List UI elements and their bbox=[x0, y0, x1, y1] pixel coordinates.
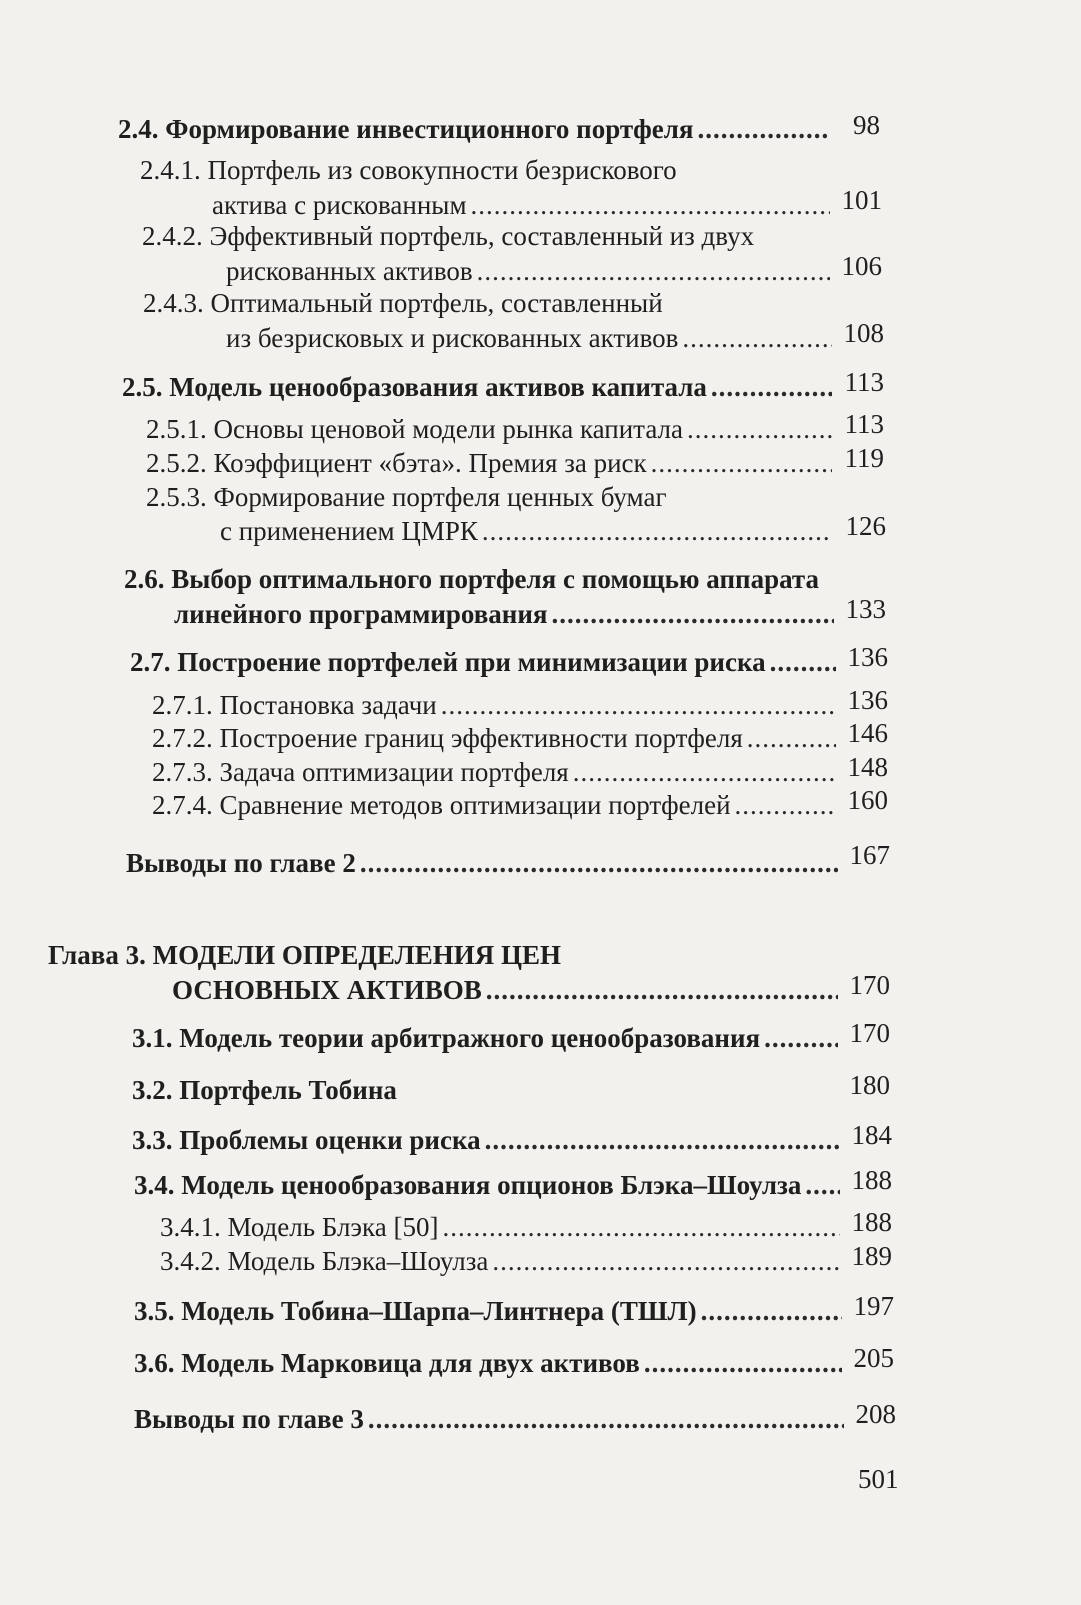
leader-dots bbox=[492, 1244, 840, 1278]
toc-entry-title: 2.4.2. Эффективный портфель, составленный из двух bbox=[142, 221, 755, 251]
toc-entry-title: 2.7.3. Задача оптимизации портфеля bbox=[152, 757, 569, 787]
leader-dots bbox=[711, 370, 832, 404]
toc-entry-page: 197 bbox=[853, 1291, 894, 1321]
toc-entry-page: 170 bbox=[849, 1018, 890, 1048]
leader-dots bbox=[687, 412, 832, 446]
toc-entry-page: 189 bbox=[851, 1241, 892, 1271]
leader-dots bbox=[770, 645, 836, 679]
toc-entry-title-cont: актива с рискованным bbox=[212, 190, 467, 220]
leader-dots bbox=[644, 1346, 842, 1380]
chapter-title-cont: ОСНОВНЫХ АКТИВОВ bbox=[172, 975, 482, 1005]
toc-entry-page: 113 bbox=[844, 409, 884, 439]
toc-entry-title-cont: рискованных активов bbox=[226, 256, 473, 286]
toc-entry-page: 136 bbox=[847, 642, 888, 672]
toc-entry-title-cont: линейного программирования bbox=[174, 599, 548, 629]
toc-entry-page: 180 bbox=[849, 1070, 890, 1100]
page-number: 501 bbox=[858, 1464, 899, 1494]
leader-dots bbox=[485, 1123, 840, 1157]
toc-entry-page: 160 bbox=[847, 785, 888, 815]
toc-entry-title: 3.3. Проблемы оценки риска bbox=[132, 1125, 481, 1155]
leader-dots bbox=[486, 973, 838, 1007]
leader-dots bbox=[747, 721, 836, 755]
toc-entry-title: 2.5. Модель ценообразования активов капитала bbox=[122, 372, 707, 402]
toc-entry-page: 170 bbox=[849, 970, 890, 1000]
toc-entry-title: 3.1. Модель теории арбитражного ценообразования bbox=[132, 1023, 761, 1053]
leader-dots bbox=[735, 788, 836, 822]
toc-entry-title: 2.7. Построение портфелей при минимизации риска bbox=[130, 647, 766, 677]
leader-dots bbox=[441, 688, 836, 722]
toc-entry-title: 2.4. Формирование инвестиционного портфеля bbox=[118, 114, 694, 144]
chapter-title: Глава 3. МОДЕЛИ ОПРЕДЕЛЕНИЯ ЦЕН bbox=[48, 940, 561, 970]
toc-entry-title: 2.7.2. Построение границ эффективности портфеля bbox=[152, 723, 743, 753]
toc-entry-title: 2.4.3. Оптимальный портфель, составленный bbox=[143, 288, 663, 318]
toc-entry-page: 126 bbox=[845, 511, 886, 541]
toc-entry-page: 101 bbox=[841, 185, 882, 215]
toc-entry-page: 205 bbox=[853, 1343, 894, 1373]
leader-dots bbox=[368, 1402, 844, 1436]
toc-entry-page: 136 bbox=[847, 685, 888, 715]
toc-entry-page: 184 bbox=[851, 1120, 892, 1150]
toc-entry-title: 3.4.1. Модель Блэка [50] bbox=[160, 1212, 439, 1242]
leader-dots bbox=[701, 1294, 842, 1328]
toc-entry-page: 188 bbox=[851, 1207, 892, 1237]
leader-dots bbox=[471, 188, 830, 222]
leader-dots bbox=[482, 514, 832, 548]
leader-dots bbox=[682, 321, 832, 355]
toc-entry-page: 106 bbox=[841, 251, 882, 281]
leader-dots bbox=[552, 597, 834, 631]
toc-entry-title: 2.5.1. Основы ценовой модели рынка капитала bbox=[146, 414, 683, 444]
toc-entry-title: 3.4. Модель ценообразования опционов Блэка–Шоулза bbox=[134, 1170, 802, 1200]
toc-entry-page: 108 bbox=[843, 318, 884, 348]
toc-entry-page: 146 bbox=[847, 718, 888, 748]
toc-entry-title: 2.6. Выбор оптимального портфеля с помощью аппарата bbox=[124, 564, 819, 594]
toc-entry-title: Выводы по главе 3 bbox=[134, 1404, 364, 1434]
toc-entry-title: 2.4.1. Портфель из совокупности безрискового bbox=[140, 155, 677, 185]
toc-entry-title: 3.5. Модель Тобина–Шарпа–Линтнера (ТШЛ) bbox=[134, 1296, 697, 1326]
toc-entry-title-cont: с применением ЦМРК bbox=[220, 516, 478, 546]
leader-dots bbox=[651, 446, 832, 480]
toc-entry-page: 119 bbox=[844, 443, 884, 473]
toc-entry-title-cont: из безрисковых и рискованных активов bbox=[226, 323, 679, 353]
toc-entry-page: 113 bbox=[844, 367, 884, 397]
toc-entry-title: 3.6. Модель Марковица для двух активов bbox=[134, 1348, 640, 1378]
toc-entry-title: 3.4.2. Модель Блэка–Шоулза bbox=[160, 1246, 489, 1276]
toc-entry-title: 2.5.3. Формирование портфеля ценных бумаг bbox=[146, 482, 667, 512]
leader-dots bbox=[698, 112, 830, 146]
toc-entry-title: 2.7.4. Сравнение методов оптимизации портфелей bbox=[152, 790, 731, 820]
toc-entry-title: 2.5.2. Коэффициент «бэта». Премия за риск bbox=[146, 448, 647, 478]
toc-entry-page: 148 bbox=[847, 752, 888, 782]
toc-entry-page: 98 bbox=[853, 110, 880, 140]
leader-dots bbox=[360, 846, 838, 880]
toc-entry-page: 188 bbox=[851, 1165, 892, 1195]
toc-entry-title: 3.2. Портфель Тобина bbox=[132, 1075, 397, 1105]
toc-entry-title: Выводы по главе 2 bbox=[126, 848, 356, 878]
toc-entry-page: 167 bbox=[849, 840, 890, 870]
leader-dots bbox=[764, 1021, 838, 1055]
leader-dots bbox=[573, 755, 836, 789]
toc-entry-page: 133 bbox=[845, 594, 886, 624]
toc-entry-title: 2.7.1. Постановка задачи bbox=[152, 690, 437, 720]
leader-dots bbox=[442, 1210, 840, 1244]
toc-entry-page: 208 bbox=[855, 1399, 896, 1429]
leader-dots bbox=[477, 254, 830, 288]
